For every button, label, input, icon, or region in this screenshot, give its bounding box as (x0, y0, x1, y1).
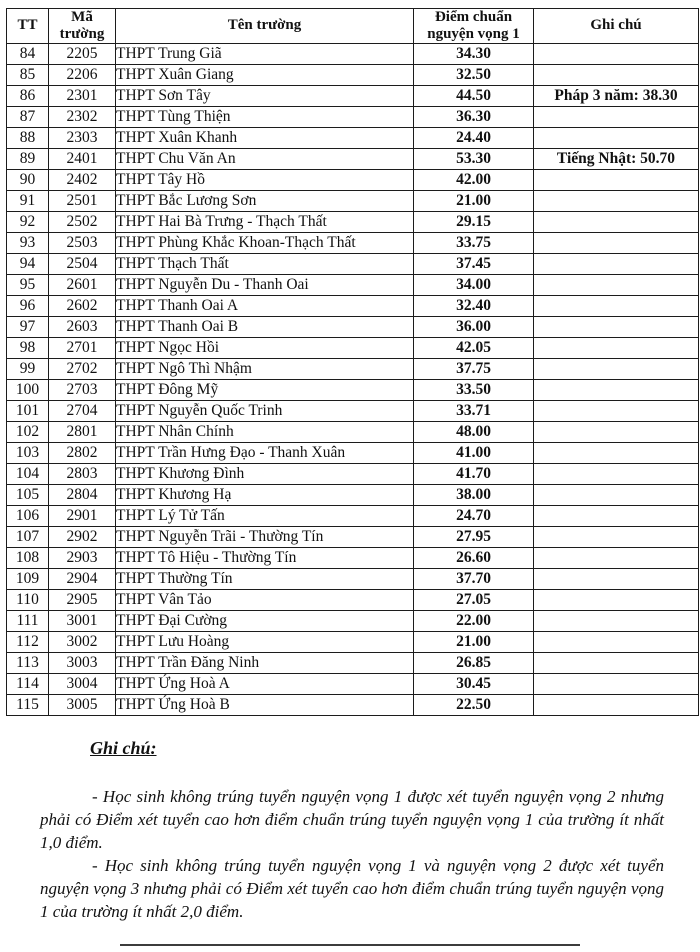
cell-ghichu (534, 64, 699, 85)
cell-ghichu (534, 295, 699, 316)
table-row (7, 568, 699, 589)
cell-ma: 2902 (49, 526, 116, 547)
cell-ma: 2904 (49, 568, 116, 589)
cell-diem: 27.05 (414, 589, 534, 610)
cell-ghichu (534, 43, 699, 64)
cell-tt: 87 (7, 106, 49, 127)
table-row (7, 610, 699, 631)
cell-ten: THPT Trần Đăng Ninh (116, 652, 414, 673)
cell-ten: THPT Ứng Hoà A (116, 673, 414, 694)
table-row (7, 190, 699, 211)
cell-ghichu (534, 274, 699, 295)
table-header-row (7, 9, 699, 44)
cell-ten: THPT Lý Tử Tấn (116, 505, 414, 526)
cell-ma: 2501 (49, 190, 116, 211)
cell-ten: THPT Trần Hưng Đạo - Thanh Xuân (116, 442, 414, 463)
cell-ma: 3002 (49, 631, 116, 652)
table-row (7, 484, 699, 505)
cell-diem: 24.70 (414, 505, 534, 526)
cell-ma: 2601 (49, 274, 116, 295)
cell-tt: 101 (7, 400, 49, 421)
table-row (7, 64, 699, 85)
notes-body (40, 785, 664, 923)
cell-ten: THPT Xuân Giang (116, 64, 414, 85)
table-header (7, 9, 699, 44)
table-row (7, 400, 699, 421)
cell-diem: 33.71 (414, 400, 534, 421)
cell-tt: 109 (7, 568, 49, 589)
cell-diem: 21.00 (414, 631, 534, 652)
cell-ma: 2903 (49, 547, 116, 568)
cell-ghichu (534, 673, 699, 694)
cell-ten: THPT Ngô Thì Nhậm (116, 358, 414, 379)
cell-tt: 106 (7, 505, 49, 526)
cell-ten: THPT Tùng Thiện (116, 106, 414, 127)
cell-ma: 2701 (49, 337, 116, 358)
cell-ghichu (534, 589, 699, 610)
cell-tt: 86 (7, 85, 49, 106)
cell-ten: THPT Nhân Chính (116, 421, 414, 442)
cell-diem: 33.75 (414, 232, 534, 253)
table-row (7, 253, 699, 274)
cell-ghichu (534, 169, 699, 190)
table-row (7, 169, 699, 190)
cell-ten: THPT Trung Giã (116, 43, 414, 64)
cell-ten: THPT Vân Tảo (116, 589, 414, 610)
cell-diem: 34.30 (414, 43, 534, 64)
cell-ten: THPT Sơn Tây (116, 85, 414, 106)
cell-ten: THPT Thường Tín (116, 568, 414, 589)
cell-diem: 42.00 (414, 169, 534, 190)
cell-tt: 108 (7, 547, 49, 568)
cell-diem: 24.40 (414, 127, 534, 148)
note-paragraph: - Học sinh không trúng tuyển nguyện vọng 1 được xét tuyển nguyện vọng 2 nhưng phải có Điểm xét tuyển cao hơn điểm chuẩn trúng tuyển nguyện vọng 1 của trường ít nhất 1,0 điểm. (40, 787, 664, 852)
cell-ghichu (534, 211, 699, 232)
cell-diem: 36.30 (414, 106, 534, 127)
cell-diem: 36.00 (414, 316, 534, 337)
cell-ma: 2803 (49, 463, 116, 484)
table-row (7, 463, 699, 484)
cell-ten: THPT Nguyễn Trãi - Thường Tín (116, 526, 414, 547)
table-row (7, 421, 699, 442)
cell-ghichu (534, 379, 699, 400)
cell-ghichu (534, 127, 699, 148)
cell-tt: 96 (7, 295, 49, 316)
table-row (7, 295, 699, 316)
cell-ma: 2603 (49, 316, 116, 337)
cell-ma: 2905 (49, 589, 116, 610)
cell-ten: THPT Lưu Hoàng (116, 631, 414, 652)
cell-ten: THPT Bắc Lương Sơn (116, 190, 414, 211)
cell-ghichu (534, 253, 699, 274)
cell-ma: 2303 (49, 127, 116, 148)
cell-diem: 53.30 (414, 148, 534, 169)
col-header-diem: Điểm chuẩn nguyện vọng 1 (414, 9, 534, 44)
cell-tt: 93 (7, 232, 49, 253)
cell-ghichu (534, 463, 699, 484)
cell-tt: 92 (7, 211, 49, 232)
cell-diem: 21.00 (414, 190, 534, 211)
cell-ghichu (534, 337, 699, 358)
table-row (7, 673, 699, 694)
cell-ma: 2602 (49, 295, 116, 316)
table-row (7, 442, 699, 463)
cell-ten: THPT Tây Hồ (116, 169, 414, 190)
cell-diem: 29.15 (414, 211, 534, 232)
table-row (7, 127, 699, 148)
cell-ma: 3003 (49, 652, 116, 673)
cell-ma: 3001 (49, 610, 116, 631)
cell-ma: 2402 (49, 169, 116, 190)
cell-tt: 114 (7, 673, 49, 694)
cell-diem: 32.50 (414, 64, 534, 85)
cell-ghichu (534, 400, 699, 421)
cell-diem: 26.60 (414, 547, 534, 568)
cell-tt: 110 (7, 589, 49, 610)
cell-ten: THPT Hai Bà Trưng - Thạch Thất (116, 211, 414, 232)
cell-ten: THPT Tô Hiệu - Thường Tín (116, 547, 414, 568)
cell-ten: THPT Nguyễn Du - Thanh Oai (116, 274, 414, 295)
cell-ghichu (534, 505, 699, 526)
table-row (7, 274, 699, 295)
cell-ghichu (534, 652, 699, 673)
cell-diem: 22.50 (414, 694, 534, 715)
cell-ten: THPT Thanh Oai A (116, 295, 414, 316)
cell-ma: 3005 (49, 694, 116, 715)
cell-tt: 103 (7, 442, 49, 463)
cell-ten: THPT Thanh Oai B (116, 316, 414, 337)
cell-ghichu (534, 631, 699, 652)
table-row (7, 211, 699, 232)
page-break-rule (120, 944, 580, 946)
cell-ghichu (534, 421, 699, 442)
table-row (7, 505, 699, 526)
cell-ten: THPT Đông Mỹ (116, 379, 414, 400)
table-body (7, 43, 699, 715)
table-row (7, 148, 699, 169)
cell-diem: 30.45 (414, 673, 534, 694)
cell-ma: 2206 (49, 64, 116, 85)
cell-diem: 37.70 (414, 568, 534, 589)
table-row (7, 316, 699, 337)
cell-tt: 85 (7, 64, 49, 85)
cell-tt: 100 (7, 379, 49, 400)
table-row (7, 232, 699, 253)
cell-tt: 91 (7, 190, 49, 211)
cell-ma: 2302 (49, 106, 116, 127)
cell-diem: 44.50 (414, 85, 534, 106)
cell-diem: 41.00 (414, 442, 534, 463)
table-row (7, 379, 699, 400)
table-row (7, 43, 699, 64)
cell-tt: 115 (7, 694, 49, 715)
cell-ten: THPT Chu Văn An (116, 148, 414, 169)
table-row (7, 652, 699, 673)
table-row (7, 547, 699, 568)
cell-ma: 3004 (49, 673, 116, 694)
cell-ma: 2703 (49, 379, 116, 400)
col-header-tt: TT (7, 9, 49, 44)
table-row (7, 526, 699, 547)
cell-tt: 105 (7, 484, 49, 505)
cell-ghichu (534, 568, 699, 589)
cell-tt: 113 (7, 652, 49, 673)
cell-ghichu (534, 190, 699, 211)
cell-ghichu (534, 316, 699, 337)
cell-ghichu (534, 694, 699, 715)
cell-ten: THPT Đại Cường (116, 610, 414, 631)
table-row (7, 631, 699, 652)
cell-ten: THPT Khương Hạ (116, 484, 414, 505)
cell-tt: 88 (7, 127, 49, 148)
cell-diem: 27.95 (414, 526, 534, 547)
cell-ma: 2301 (49, 85, 116, 106)
cell-ma: 2801 (49, 421, 116, 442)
cell-ma: 2804 (49, 484, 116, 505)
notes-heading: Ghi chú: (90, 738, 157, 758)
cell-ten: THPT Ngọc Hồi (116, 337, 414, 358)
cell-ghichu (534, 106, 699, 127)
col-header-ghichu: Ghi chú (534, 9, 699, 44)
cell-ma: 2901 (49, 505, 116, 526)
cell-diem: 26.85 (414, 652, 534, 673)
cell-tt: 94 (7, 253, 49, 274)
table-row (7, 589, 699, 610)
cell-tt: 112 (7, 631, 49, 652)
cell-ten: THPT Thạch Thất (116, 253, 414, 274)
cell-tt: 89 (7, 148, 49, 169)
cell-ma: 2504 (49, 253, 116, 274)
cell-diem: 38.00 (414, 484, 534, 505)
cell-ma: 2702 (49, 358, 116, 379)
cell-ten: THPT Nguyễn Quốc Trinh (116, 400, 414, 421)
cell-diem: 41.70 (414, 463, 534, 484)
admission-score-table (6, 8, 699, 716)
cell-ma: 2802 (49, 442, 116, 463)
cell-ghichu (534, 442, 699, 463)
cell-ghichu (534, 526, 699, 547)
cell-tt: 95 (7, 274, 49, 295)
table-row (7, 106, 699, 127)
cell-ghichu (534, 358, 699, 379)
cell-diem: 34.00 (414, 274, 534, 295)
cell-ten: THPT Xuân Khanh (116, 127, 414, 148)
cell-tt: 102 (7, 421, 49, 442)
cell-ma: 2704 (49, 400, 116, 421)
cell-diem: 42.05 (414, 337, 534, 358)
table-row (7, 694, 699, 715)
cell-ten: THPT Phùng Khắc Khoan-Thạch Thất (116, 232, 414, 253)
cell-diem: 33.50 (414, 379, 534, 400)
cell-tt: 98 (7, 337, 49, 358)
cell-diem: 37.45 (414, 253, 534, 274)
cell-ten: THPT Khương Đình (116, 463, 414, 484)
cell-diem: 37.75 (414, 358, 534, 379)
table-row (7, 358, 699, 379)
cell-ghichu (534, 232, 699, 253)
cell-ma: 2205 (49, 43, 116, 64)
cell-tt: 90 (7, 169, 49, 190)
cell-ghichu (534, 610, 699, 631)
cell-ma: 2401 (49, 148, 116, 169)
cell-tt: 104 (7, 463, 49, 484)
table-row (7, 85, 699, 106)
col-header-ten: Tên trường (116, 9, 414, 44)
cell-diem: 48.00 (414, 421, 534, 442)
col-header-ma: Mã trường (49, 9, 116, 44)
cell-tt: 84 (7, 43, 49, 64)
cell-ghichu: Pháp 3 năm: 38.30 (534, 85, 699, 106)
cell-ghichu (534, 547, 699, 568)
cell-tt: 97 (7, 316, 49, 337)
cell-ghichu (534, 484, 699, 505)
cell-ma: 2502 (49, 211, 116, 232)
note-paragraph: - Học sinh không trúng tuyển nguyện vọng 1 và nguyện vọng 2 được xét tuyển nguyện vọng 3 nhưng phải có Điểm xét tuyển cao hơn điểm chuẩn trúng tuyển nguyện vọng 1 của trường ít nhất 2,0 điểm. (40, 856, 664, 921)
cell-ten: THPT Ứng Hoà B (116, 694, 414, 715)
cell-tt: 111 (7, 610, 49, 631)
cell-diem: 22.00 (414, 610, 534, 631)
cell-ma: 2503 (49, 232, 116, 253)
cell-tt: 107 (7, 526, 49, 547)
table-row (7, 337, 699, 358)
cell-ghichu: Tiếng Nhật: 50.70 (534, 148, 699, 169)
cell-diem: 32.40 (414, 295, 534, 316)
cell-tt: 99 (7, 358, 49, 379)
